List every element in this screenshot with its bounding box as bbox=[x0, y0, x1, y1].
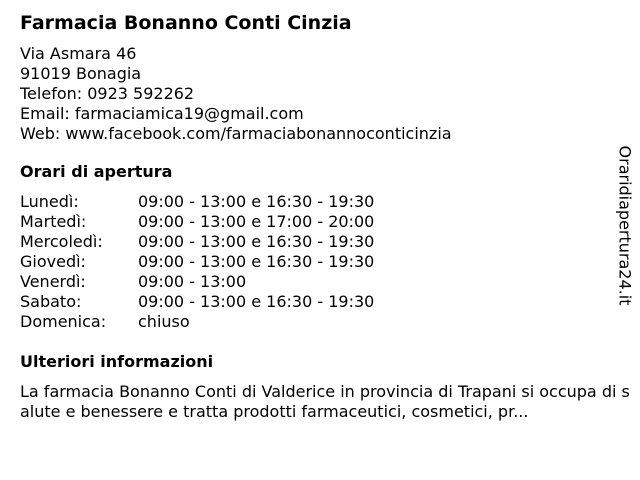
hours-row-wednesday bbox=[20, 232, 620, 252]
hours-row-thursday bbox=[20, 252, 620, 272]
address-city: 91019 Bonagia bbox=[20, 64, 142, 83]
hours-row-monday bbox=[20, 192, 620, 212]
opening-hours-table bbox=[20, 192, 620, 332]
hours-row-friday bbox=[20, 272, 620, 292]
hours-day: Lunedì: bbox=[20, 192, 79, 211]
hours-day: Martedì: bbox=[20, 212, 87, 231]
hours-time: chiuso bbox=[138, 312, 190, 331]
hours-time: 09:00 - 13:00 e 16:30 - 19:30 bbox=[138, 232, 375, 251]
phone-number[interactable]: Telefon: 0923 592262 bbox=[20, 84, 195, 103]
hours-time: 09:00 - 13:00 e 16:30 - 19:30 bbox=[138, 252, 375, 271]
hours-time: 09:00 - 13:00 e 16:30 - 19:30 bbox=[138, 292, 375, 311]
hours-time: 09:00 - 13:00 e 17:00 - 20:00 bbox=[138, 212, 375, 231]
website-link[interactable]: Web: www.facebook.com/farmaciabonannoconticinzia bbox=[20, 124, 452, 143]
hours-row-sunday bbox=[20, 312, 620, 332]
address-street: Via Asmara 46 bbox=[20, 44, 137, 63]
hours-row-tuesday bbox=[20, 212, 620, 232]
email-address[interactable]: Email: farmaciamica19@gmail.com bbox=[20, 104, 304, 123]
hours-day: Mercoledì: bbox=[20, 232, 103, 251]
hours-time: 09:00 - 13:00 e 16:30 - 19:30 bbox=[138, 192, 375, 211]
watermark-text: Oraridiapertura24.it bbox=[615, 145, 635, 305]
hours-day: Sabato: bbox=[20, 292, 82, 311]
hours-day: Domenica: bbox=[20, 312, 107, 331]
hours-row-saturday bbox=[20, 292, 620, 312]
opening-hours-heading: Orari di apertura bbox=[20, 162, 173, 181]
hours-day: Venerdì: bbox=[20, 272, 86, 291]
more-info-text: La farmacia Bonanno Conti di Valderice in provincia di Trapani si occupa di salute e benessere e tratta prodotti farmaceutici, cosmetici, pr... bbox=[20, 382, 630, 421]
hours-time: 09:00 - 13:00 bbox=[138, 272, 247, 291]
more-info-heading: Ulteriori informazioni bbox=[20, 352, 214, 371]
business-name: Farmacia Bonanno Conti Cinzia bbox=[20, 12, 352, 34]
hours-day: Giovedì: bbox=[20, 252, 86, 271]
watermark-vertical bbox=[610, 135, 640, 315]
contact-block bbox=[20, 44, 620, 144]
